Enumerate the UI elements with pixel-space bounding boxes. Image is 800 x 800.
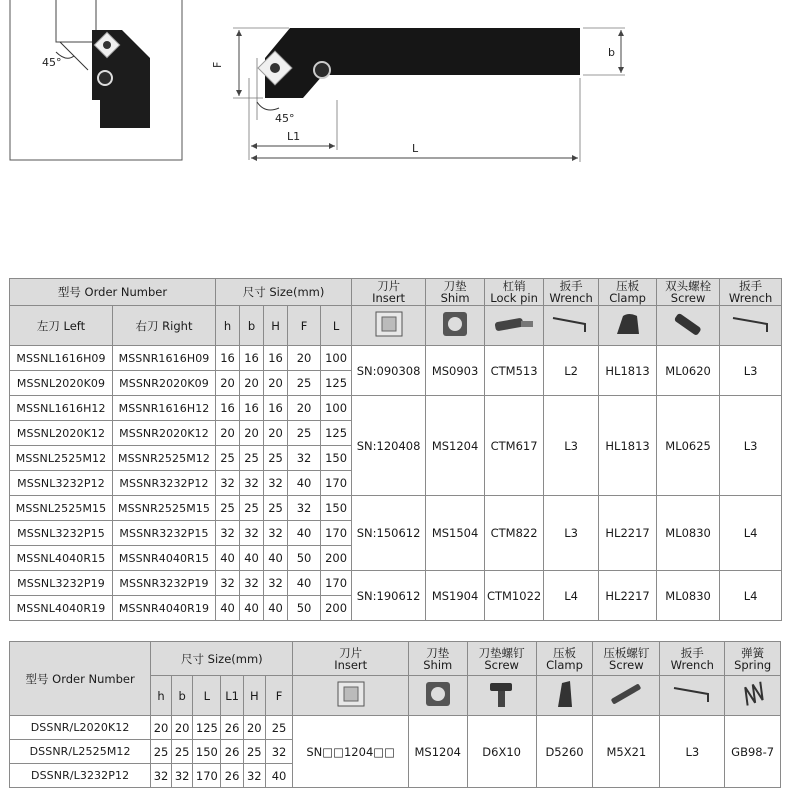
part-screw: ML0620: [657, 346, 720, 396]
shim-image: [426, 306, 485, 346]
dim-L: 200: [321, 596, 352, 621]
left-order-code: MSSNL2020K09: [10, 371, 113, 396]
dim-F: 50: [288, 596, 321, 621]
dim-H: 32: [264, 471, 288, 496]
angle-label-left: 45°: [42, 56, 62, 69]
dim-L: 100: [321, 346, 352, 371]
header-order-number: 型号 Order Number: [10, 279, 216, 306]
dim-H: 20: [243, 716, 265, 740]
t2-header-dim-L1: L1: [221, 676, 244, 716]
part-insert: SN:150612: [352, 496, 426, 571]
dim-H: 32: [264, 521, 288, 546]
header-wrench: 扳手 Wrench: [544, 279, 599, 306]
dim-L: 170: [321, 521, 352, 546]
table-row: [10, 496, 782, 521]
t2-header-wrench: 扳手 Wrench: [660, 642, 725, 676]
header-shim: 刀垫 Shim: [426, 279, 485, 306]
part-lockpin: CTM617: [485, 396, 544, 496]
wrench-image: [544, 306, 599, 346]
right-order-code: MSSNR3232P19: [113, 571, 216, 596]
table-row: [10, 716, 781, 740]
tool-drawing-right: [205, 10, 635, 170]
t2-header-dim-H: H: [243, 676, 265, 716]
part-clamp: HL2217: [599, 496, 657, 571]
right-order-code: MSSNR2525M15: [113, 496, 216, 521]
dim-H: 32: [243, 764, 265, 788]
dim-b: 32: [240, 521, 264, 546]
right-order-code: MSSNR4040R19: [113, 596, 216, 621]
dim-F: 50: [288, 546, 321, 571]
dim-b: 20: [240, 371, 264, 396]
clamp-image: [599, 306, 657, 346]
header-dim-h: h: [216, 306, 240, 346]
left-order-code: MSSNL1616H09: [10, 346, 113, 371]
left-order-code: MSSNL2525M12: [10, 446, 113, 471]
left-order-code: MSSNL3232P15: [10, 521, 113, 546]
insert-image: [352, 306, 426, 346]
header-left: 左刀 Left: [10, 306, 113, 346]
dim-h: 32: [151, 764, 172, 788]
part-clampscrew: M5X21: [593, 716, 660, 788]
part-clamp: HL2217: [599, 571, 657, 621]
part-spring: GB98-7: [725, 716, 781, 788]
dim-F: 25: [288, 421, 321, 446]
right-order-code: MSSNR1616H12: [113, 396, 216, 421]
dim-h: 25: [216, 496, 240, 521]
wrench-2-image: [720, 306, 782, 346]
dim-F: 25: [288, 371, 321, 396]
header-lock-pin: 杠销 Lock pin: [485, 279, 544, 306]
dim-F: 40: [288, 521, 321, 546]
t2-clamp-screw-image: [593, 676, 660, 716]
dim-b: 16: [240, 346, 264, 371]
dim-L1: 26: [221, 740, 244, 764]
dim-h: 32: [216, 571, 240, 596]
dim-h: 32: [216, 521, 240, 546]
dim-b: 40: [240, 596, 264, 621]
part-wrench2: L4: [720, 496, 782, 571]
dim-L1: 26: [221, 764, 244, 788]
t2-insert-image: [293, 676, 408, 716]
t2-shim-image: [408, 676, 467, 716]
part-insert: SN:090308: [352, 346, 426, 396]
right-order-code: MSSNR3232P12: [113, 471, 216, 496]
dim-b: 32: [240, 571, 264, 596]
dim-L: 125: [321, 421, 352, 446]
left-order-code: MSSNL4040R15: [10, 546, 113, 571]
left-order-code: MSSNL2020K12: [10, 421, 113, 446]
header-insert: 刀片 Insert: [352, 279, 426, 306]
part-shimscrew: D6X10: [467, 716, 536, 788]
dim-H: 16: [264, 396, 288, 421]
dim-F: 32: [265, 740, 293, 764]
dim-H: 40: [264, 596, 288, 621]
part-lockpin: CTM513: [485, 346, 544, 396]
header-dim-L: L: [321, 306, 352, 346]
t2-header-dim-h: h: [151, 676, 172, 716]
left-order-code: MSSNL2525M15: [10, 496, 113, 521]
dim-L: 200: [321, 546, 352, 571]
part-wrench2: L4: [720, 571, 782, 621]
t2-header-clamp-screw: 压板螺钉 Screw: [593, 642, 660, 676]
order-code: DSSNR/L2020K12: [10, 716, 151, 740]
dim-F: 32: [288, 496, 321, 521]
part-wrench: L3: [544, 496, 599, 571]
dim-H: 20: [264, 421, 288, 446]
left-order-code: MSSNL4040R19: [10, 596, 113, 621]
spec-table-mssn: [9, 278, 782, 621]
table-row: [10, 396, 782, 421]
part-screw: ML0830: [657, 496, 720, 571]
left-order-code: MSSNL3232P19: [10, 571, 113, 596]
dim-b: 32: [171, 764, 193, 788]
dim-H: 25: [264, 446, 288, 471]
dim-h: 16: [216, 346, 240, 371]
right-order-code: MSSNR4040R15: [113, 546, 216, 571]
part-clamp: HL1813: [599, 396, 657, 496]
dim-b: 40: [240, 546, 264, 571]
dim-b: 25: [240, 446, 264, 471]
part-shim: MS1904: [426, 571, 485, 621]
dim-F: 40: [288, 571, 321, 596]
t2-wrench-image: [660, 676, 725, 716]
t2-header-clamp: 压板 Clamp: [536, 642, 593, 676]
dim-h: 25: [151, 740, 172, 764]
part-wrench2: L3: [720, 396, 782, 496]
t2-header-order-number: 型号 Order Number: [10, 642, 151, 716]
dim-b: 20: [240, 421, 264, 446]
left-order-code: MSSNL3232P12: [10, 471, 113, 496]
part-clamp: D5260: [536, 716, 593, 788]
right-order-code: MSSNR2020K12: [113, 421, 216, 446]
dim-L: 125: [193, 716, 221, 740]
header-wrench-2: 扳手 Wrench: [720, 279, 782, 306]
order-code: DSSNR/L2525M12: [10, 740, 151, 764]
part-screw: ML0830: [657, 571, 720, 621]
dim-L: 170: [321, 571, 352, 596]
t2-header-shim: 刀垫 Shim: [408, 642, 467, 676]
dim-F: 40: [265, 764, 293, 788]
part-wrench: L2: [544, 346, 599, 396]
t2-shim-screw-image: [467, 676, 536, 716]
t2-header-shim-screw: 刀垫螺钉 Screw: [467, 642, 536, 676]
part-shim: MS0903: [426, 346, 485, 396]
part-wrench2: L3: [720, 346, 782, 396]
dim-H: 25: [264, 496, 288, 521]
t2-spring-image: [725, 676, 781, 716]
dim-H: 20: [264, 371, 288, 396]
dim-b: 20: [171, 716, 193, 740]
dim-L: 100: [321, 396, 352, 421]
spec-table-dssn: [9, 641, 781, 788]
dim-F: 32: [288, 446, 321, 471]
table-row: [10, 571, 782, 596]
header-dim-F: F: [288, 306, 321, 346]
dim-H: 40: [264, 546, 288, 571]
screw-image: [657, 306, 720, 346]
order-code: DSSNR/L3232P12: [10, 764, 151, 788]
dim-h: 32: [216, 471, 240, 496]
part-insert: SN□□1204□□: [293, 716, 408, 788]
tool-drawing-left: [0, 0, 190, 165]
dim-F: 40: [288, 471, 321, 496]
dim-h: 20: [216, 421, 240, 446]
table-row: [10, 346, 782, 371]
part-shim: MS1204: [408, 716, 467, 788]
dim-L: 125: [321, 371, 352, 396]
t2-header-spring: 弹簧 Spring: [725, 642, 781, 676]
right-order-code: MSSNR2020K09: [113, 371, 216, 396]
dim-F: 25: [265, 716, 293, 740]
part-wrench: L3: [544, 396, 599, 496]
t2-header-dim-b: b: [171, 676, 193, 716]
dim-H: 25: [243, 740, 265, 764]
part-lockpin: CTM822: [485, 496, 544, 571]
t2-clamp-image: [536, 676, 593, 716]
t2-header-dim-F: F: [265, 676, 293, 716]
dim-h: 40: [216, 546, 240, 571]
dim-F: F: [211, 61, 224, 68]
header-right: 右刀 Right: [113, 306, 216, 346]
dim-H: 32: [264, 571, 288, 596]
dim-b: 25: [171, 740, 193, 764]
dim-b: 16: [240, 396, 264, 421]
part-insert: SN:120408: [352, 396, 426, 496]
dim-L: L: [412, 142, 419, 155]
t2-header-dim-L: L: [193, 676, 221, 716]
dim-b: 32: [240, 471, 264, 496]
t2-header-size: 尺寸 Size(mm): [151, 642, 293, 676]
right-order-code: MSSNR1616H09: [113, 346, 216, 371]
dim-b: 25: [240, 496, 264, 521]
dim-h: 16: [216, 396, 240, 421]
dim-L: 150: [321, 446, 352, 471]
dim-h: 40: [216, 596, 240, 621]
dim-L: 170: [321, 471, 352, 496]
dim-L1: L1: [287, 130, 301, 143]
dim-L: 150: [193, 740, 221, 764]
dim-F: 20: [288, 346, 321, 371]
header-dim-H: H: [264, 306, 288, 346]
header-size: 尺寸 Size(mm): [216, 279, 352, 306]
dim-F: 20: [288, 396, 321, 421]
dim-h: 25: [216, 446, 240, 471]
dim-H: 16: [264, 346, 288, 371]
header-dim-b: b: [240, 306, 264, 346]
dim-h: 20: [151, 716, 172, 740]
right-order-code: MSSNR3232P15: [113, 521, 216, 546]
lock-pin-image: [485, 306, 544, 346]
dim-b: b: [608, 46, 615, 59]
right-order-code: MSSNR2525M12: [113, 446, 216, 471]
left-order-code: MSSNL1616H12: [10, 396, 113, 421]
dim-L: 170: [193, 764, 221, 788]
part-lockpin: CTM1022: [485, 571, 544, 621]
part-insert: SN:190612: [352, 571, 426, 621]
part-shim: MS1204: [426, 396, 485, 496]
part-screw: ML0625: [657, 396, 720, 496]
part-wrench: L3: [660, 716, 725, 788]
part-shim: MS1504: [426, 496, 485, 571]
t2-header-insert: 刀片 Insert: [293, 642, 408, 676]
header-screw: 双头螺栓 Screw: [657, 279, 720, 306]
part-wrench: L4: [544, 571, 599, 621]
part-clamp: HL1813: [599, 346, 657, 396]
dim-L1: 26: [221, 716, 244, 740]
dim-h: 20: [216, 371, 240, 396]
angle-label-right: 45°: [275, 112, 295, 125]
dim-L: 150: [321, 496, 352, 521]
header-clamp: 压板 Clamp: [599, 279, 657, 306]
